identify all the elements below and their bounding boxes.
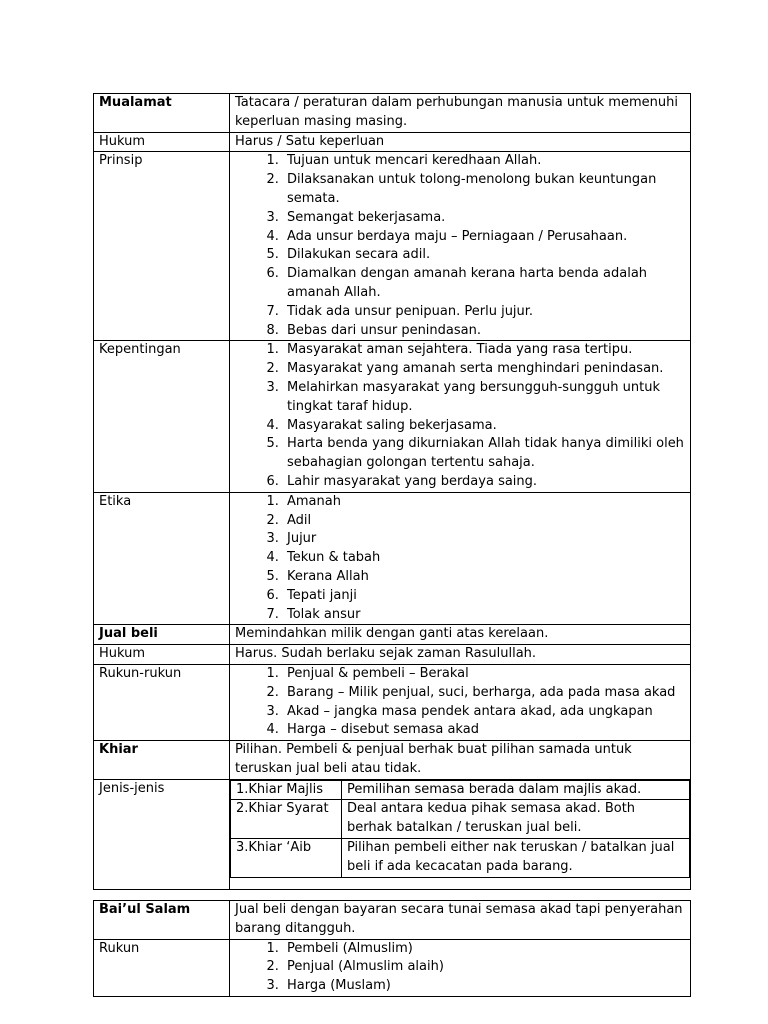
table-row — [94, 492, 691, 625]
list-item: 7. Tolak ansur — [283, 606, 685, 625]
khiar-types-table — [230, 780, 690, 878]
etika-list — [235, 493, 685, 625]
kepentingan-label: Kepentingan — [94, 341, 230, 492]
prinsip-label: Prinsip — [94, 152, 230, 341]
kepentingan-cell — [230, 341, 691, 492]
list-item: 1. Pembeli (Almuslim) — [283, 940, 685, 959]
rukun-rukun-list — [235, 665, 685, 740]
list-item: 3. Harga (Muslam) — [283, 977, 685, 996]
list-item: 1. Masyarakat aman sejahtera. Tiada yang rasa tertipu. — [283, 341, 685, 360]
table-row — [231, 839, 690, 878]
table-row — [94, 94, 691, 133]
mualamat-definition: Tatacara / peraturan dalam perhubungan manusia untuk memenuhi keperluan masing masing. — [230, 94, 691, 133]
table-row — [94, 779, 691, 889]
jual-beli-definition: Memindahkan milik dengan ganti atas kerelaan. — [230, 625, 691, 645]
list-item: 2. Dilaksanakan untuk tolong-menolong bukan keuntungan semata. — [283, 171, 685, 209]
notes-table-2 — [93, 900, 691, 997]
list-item: 4. Harga – disebut semasa akad — [283, 721, 685, 740]
etika-cell — [230, 492, 691, 625]
list-item: 1. Tujuan untuk mencari keredhaan Allah. — [283, 152, 685, 171]
list-item: 6. Tepati janji — [283, 587, 685, 606]
list-item: 2. Barang – Milik penjual, suci, berharga, ada pada masa akad — [283, 684, 685, 703]
prinsip-cell — [230, 152, 691, 341]
table-row — [94, 132, 691, 152]
khiar-type-name: 1.Khiar Majlis — [231, 780, 342, 800]
baiul-salam-rukun-label: Rukun — [94, 939, 230, 996]
jenis-jenis-cell — [230, 779, 691, 889]
list-item: 2. Penjual (Almuslim alaih) — [283, 958, 685, 977]
jual-beli-hukum-value: Harus. Sudah berlaku sejak zaman Rasulullah. — [230, 645, 691, 665]
table-row — [94, 341, 691, 492]
mualamat-title: Mualamat — [94, 94, 230, 133]
table-row — [231, 800, 690, 839]
list-item: 6. Diamalkan dengan amanah kerana harta benda adalah amanah Allah. — [283, 265, 685, 303]
list-item: 4. Masyarakat saling bekerjasama. — [283, 417, 685, 436]
rukun-rukun-label: Rukun-rukun — [94, 664, 230, 740]
khiar-type-desc: Deal antara kedua pihak semasa akad. Both berhak batalkan / teruskan jual beli. — [342, 800, 690, 839]
khiar-type-desc: Pemilihan semasa berada dalam majlis akad. — [342, 780, 690, 800]
list-item: 2. Adil — [283, 512, 685, 531]
list-item: 3. Semangat bekerjasama. — [283, 209, 685, 228]
list-item: 7. Tidak ada unsur penipuan. Perlu jujur. — [283, 303, 685, 322]
baiul-salam-rukun-list — [235, 940, 685, 996]
etika-label: Etika — [94, 492, 230, 625]
khiar-definition: Pilihan. Pembeli & penjual berhak buat pilihan samada untuk teruskan jual beli atau tidak. — [230, 741, 691, 780]
mualamat-hukum-label: Hukum — [94, 132, 230, 152]
table-row — [94, 625, 691, 645]
baiul-salam-rukun-cell — [230, 939, 691, 996]
list-item: 2. Masyarakat yang amanah serta menghindari penindasan. — [283, 360, 685, 379]
list-item: 5. Dilakukan secara adil. — [283, 246, 685, 265]
list-item: 4. Ada unsur berdaya maju – Perniagaan / Perusahaan. — [283, 228, 685, 247]
spacer — [230, 878, 690, 889]
list-item: 4. Tekun & tabah — [283, 549, 685, 568]
jual-beli-hukum-label: Hukum — [94, 645, 230, 665]
table-row — [94, 939, 691, 996]
khiar-title: Khiar — [94, 741, 230, 780]
table-row — [94, 741, 691, 780]
baiul-salam-definition: Jual beli dengan bayaran secara tunai semasa akad tapi penyerahan barang ditangguh. — [230, 901, 691, 940]
list-item: 3. Jujur — [283, 530, 685, 549]
khiar-type-name: 2.Khiar Syarat — [231, 800, 342, 839]
baiul-salam-title: Bai’ul Salam — [94, 901, 230, 940]
prinsip-list — [235, 152, 685, 340]
list-item: 6. Lahir masyarakat yang berdaya saing. — [283, 473, 685, 492]
list-item: 1. Amanah — [283, 493, 685, 512]
notes-table-1 — [93, 93, 691, 890]
table-row — [94, 152, 691, 341]
list-item: 3. Akad – jangka masa pendek antara akad, ada ungkapan — [283, 703, 685, 722]
rukun-rukun-cell — [230, 664, 691, 740]
khiar-type-desc: Pilihan pembeli either nak teruskan / batalkan jual beli if ada kecacatan pada barang. — [342, 839, 690, 878]
jenis-jenis-label: Jenis-jenis — [94, 779, 230, 889]
mualamat-hukum-value: Harus / Satu keperluan — [230, 132, 691, 152]
table-row — [94, 645, 691, 665]
list-item: 1. Penjual & pembeli – Berakal — [283, 665, 685, 684]
khiar-type-name: 3.Khiar ‘Aib — [231, 839, 342, 878]
list-item: 5. Kerana Allah — [283, 568, 685, 587]
list-item: 3. Melahirkan masyarakat yang bersungguh-sungguh untuk tingkat taraf hidup. — [283, 379, 685, 417]
kepentingan-list — [235, 341, 685, 491]
table-row — [94, 901, 691, 940]
list-item: 5. Harta benda yang dikurniakan Allah tidak hanya dimiliki oleh sebahagian golongan tertentu sahaja. — [283, 435, 685, 473]
list-item: 8. Bebas dari unsur penindasan. — [283, 322, 685, 341]
table-row — [94, 664, 691, 740]
jual-beli-title: Jual beli — [94, 625, 230, 645]
table-row — [231, 780, 690, 800]
